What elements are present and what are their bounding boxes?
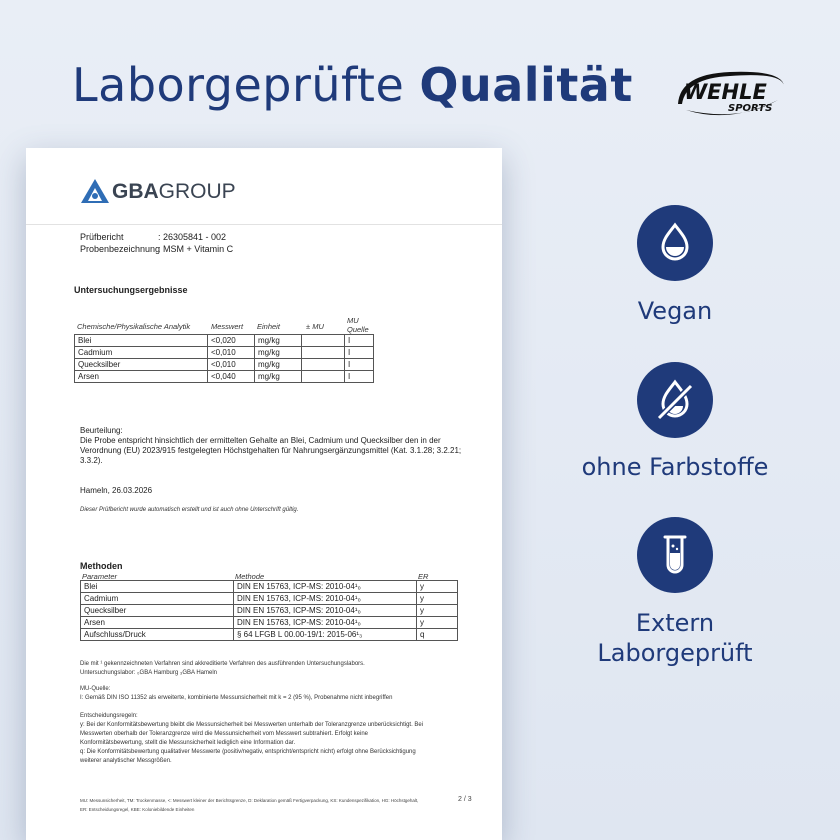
- headline-bold: Qualität: [419, 58, 633, 112]
- auto-note: Dieser Prüfbericht wurde automatisch erstellt und ist auch ohne Unterschrift gültig.: [80, 507, 299, 513]
- assessment-title: Beurteilung:: [80, 426, 123, 435]
- test-tube-icon: [637, 517, 713, 593]
- results-header-mu-source: MU Quelle: [347, 316, 369, 334]
- no-color-drop-icon: [637, 362, 713, 438]
- feature-label-no-colorants: ohne Farbstoffe: [581, 453, 769, 481]
- rules-line-3: Konformitätsbewertung, stellt die Messunsicherheit lediglich eine Information dar.: [80, 740, 296, 746]
- gba-triangle-logo-icon: [80, 178, 110, 204]
- water-drop-icon: [637, 205, 713, 281]
- mu-title: MU-Quelle:: [80, 686, 111, 692]
- meta-value-report: : 26305841 - 002: [158, 232, 227, 242]
- rules-line-4: q: Die Konformitätsbewertung qualitativer Messwerte (positiv/negativ, entspricht/entspricht nicht) erfolgt ohne Berücksichtigung: [80, 749, 416, 755]
- footer-line-1: MU: Messunsicherheit, TM: Trockenmasse, <: Messwert kleiner der Berichtsgrenze, D: Deklaration gemäß Fertigverpackung, KS: Kundenspezifikation, HG: Höchstgehalt,: [80, 798, 419, 803]
- headline-regular: Laborgeprüfte: [72, 58, 405, 112]
- meta-label-sample: Probenbezeichnung: [80, 244, 161, 254]
- methods-header-method: Methode: [235, 572, 265, 581]
- mu-line: I: Gemäß DIN ISO 11352 als erweiterte, kombinierte Messunsicherheit mit k = 2 (95 %), Probenahme nicht inbegriffen: [80, 695, 393, 701]
- assessment-line-3: 3.3.2).: [80, 456, 103, 465]
- lab-report-document: [26, 148, 502, 840]
- results-title: Untersuchungsergebnisse: [74, 285, 188, 295]
- results-header-mu: ± MU: [306, 322, 324, 331]
- methods-table: [80, 580, 458, 641]
- table-row: Quecksilber DIN EN 15763, ICP-MS: 2010-04¹₀ y: [81, 605, 458, 617]
- brand-line2: SPORTS: [728, 103, 773, 114]
- accreditation-line-2: Untersuchungslabor: ₀GBA Hamburg ₃GBA Hameln: [80, 670, 217, 676]
- meta-value-sample: : MSM + Vitamin C: [158, 244, 234, 254]
- rules-line-1: y: Bei der Konformitätsbewertung bleibt die Messunsicherheit bei Messwerten unterhalb der Toleranzgrenze unberücksichtigt. Bei: [80, 722, 424, 728]
- brand-line1: WEHLE: [684, 80, 767, 104]
- results-header-value: Messwert: [211, 322, 244, 331]
- headline: [72, 58, 633, 112]
- lab-tested-feature-circle: [637, 517, 713, 593]
- methods-header-er: ER: [418, 572, 429, 581]
- table-row: Aufschluss/Druck § 64 LFGB L 00.00-19/1: 2015-06¹₃ q: [81, 629, 458, 641]
- table-row: Blei DIN EN 15763, ICP-MS: 2010-04¹₀ y: [81, 581, 458, 593]
- table-row: Arsen <0,040 mg/kg I: [75, 371, 374, 383]
- methods-title: Methoden: [80, 561, 123, 571]
- results-table: [74, 334, 374, 383]
- results-header-unit: Einheit: [257, 322, 280, 331]
- accreditation-line-1: Die mit ¹ gekennzeichneten Verfahren sind akkreditierte Verfahren des ausführenden Untersuchungslabors.: [80, 661, 365, 667]
- page-number: 2 / 3: [458, 796, 472, 803]
- rules-line-2: Messwerten oberhalb der Toleranzgrenze wird die Messunsicherheit vom Messwert subtrahiert. Erfolgt keine: [80, 731, 369, 737]
- table-row: Cadmium DIN EN 15763, ICP-MS: 2010-04¹₀ y: [81, 593, 458, 605]
- table-row: Cadmium <0,010 mg/kg I: [75, 347, 374, 359]
- meta-label-report: Prüfbericht: [80, 232, 124, 242]
- gba-group-wordmark: GBAGROUP: [112, 180, 236, 203]
- table-row: Arsen DIN EN 15763, ICP-MS: 2010-04¹₀ y: [81, 617, 458, 629]
- feature-label-vegan: Vegan: [637, 297, 713, 325]
- table-row: Quecksilber <0,010 mg/kg I: [75, 359, 374, 371]
- rules-title: Entscheidungsregeln:: [80, 713, 138, 719]
- place-date: Hameln, 26.03.2026: [80, 486, 153, 495]
- assessment-line-2: Verordnung (EU) 2023/915 festgelegten Höchstgehalten für Nahrungsergänzungsmittel (Kat. 3.1.28; 3.2.21;: [80, 446, 462, 455]
- assessment-line-1: Die Probe entspricht hinsichtlich der ermittelten Gehalte an Blei, Cadmium und Quecksilber den in der: [80, 436, 441, 445]
- table-row: Blei <0,020 mg/kg I: [75, 335, 374, 347]
- no-color-feature-circle: [637, 362, 713, 438]
- footer-line-2: ER: Entscheidungsregel, KBE: Koloniebildende Einheiten: [80, 807, 195, 812]
- results-header-analytics: Chemische/Physikalische Analytik: [77, 322, 191, 331]
- methods-header-parameter: Parameter: [82, 572, 118, 581]
- header-divider: [26, 224, 502, 225]
- vegan-feature-circle: [637, 205, 713, 281]
- wehle-sports-logo: [670, 64, 790, 126]
- rules-line-5: weiterer analytischer Messgrößen.: [80, 758, 172, 764]
- feature-label-lab-tested: Extern Laborgeprüft: [597, 609, 753, 667]
